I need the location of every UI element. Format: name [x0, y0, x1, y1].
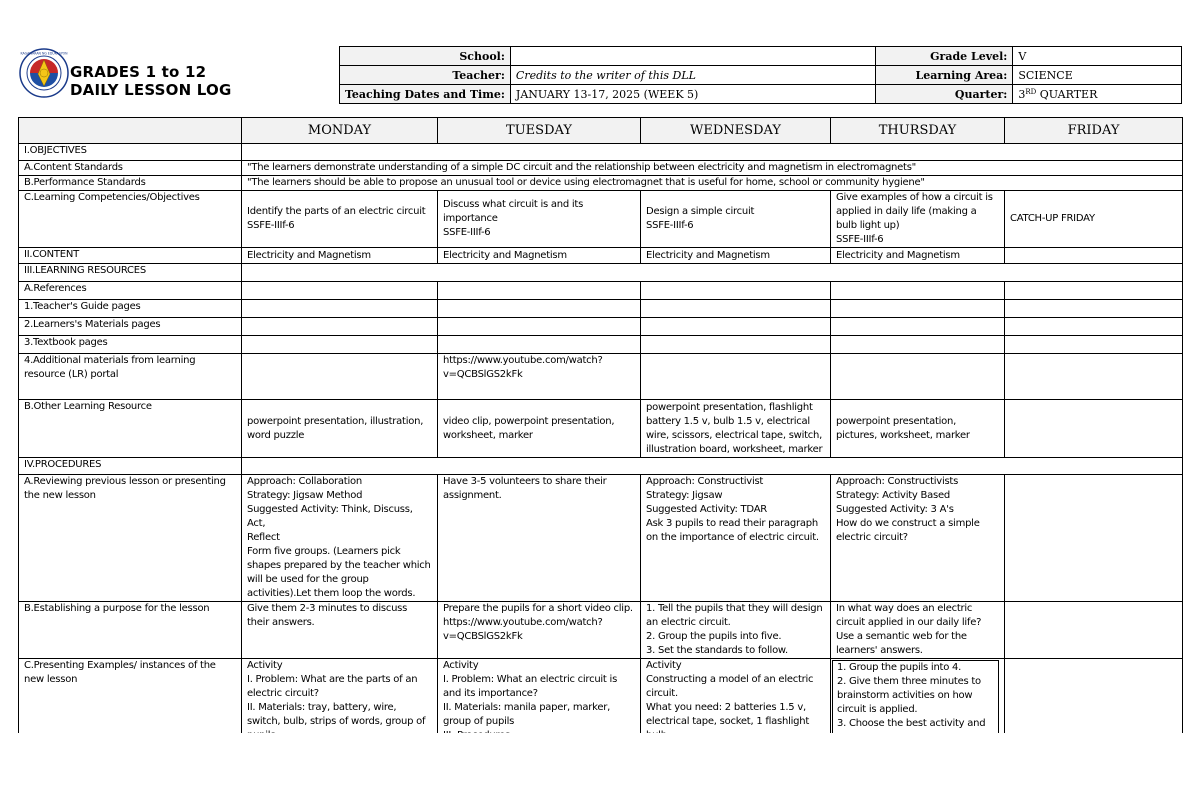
cell-empty [438, 282, 641, 300]
content-thursday: Electricity and Magnetism [831, 248, 1005, 264]
cell-empty [242, 282, 438, 300]
performance-standards-row [19, 176, 1183, 191]
presenting-friday [1005, 659, 1183, 744]
reviewing-wednesday: Approach: Constructivist Strategy: Jigsaw Suggested Activity: TDAR Ask 3 pupils to read their paragraph on the importance of electric circuit. [641, 475, 831, 602]
reviewing-label: A.Reviewing previous lesson or presenting the new lesson [19, 475, 242, 602]
page-subtitle: DAILY LESSON LOG [70, 81, 232, 99]
reviewing-row [19, 475, 1183, 602]
learners-materials-row [19, 318, 1183, 336]
teacher-field[interactable]: Credits to the writer of this DLL [510, 66, 875, 85]
content-monday: Electricity and Magnetism [242, 248, 438, 264]
school-label: School: [340, 47, 511, 66]
reviewing-thursday: Approach: Constructivists Strategy: Activity Based Suggested Activity: 3 A's How do we construct a simple electric circuit? [831, 475, 1005, 602]
page-bottom-margin [0, 733, 1200, 785]
teachers-guide-label: 1.Teacher's Guide pages [19, 300, 242, 318]
additional-materials-row [19, 354, 1183, 400]
day-thursday: THURSDAY [831, 118, 1005, 144]
establishing-thursday: In what way does an electric circuit applied in our daily life? Use a semantic web for the learners' answers. [831, 602, 1005, 659]
quarter-word: QUARTER [1036, 87, 1098, 101]
content-tuesday: Electricity and Magnetism [438, 248, 641, 264]
presenting-monday: Activity I. Problem: What are the parts of an electric circuit? II. Materials: tray, battery, wire, switch, bulb, strips of words, group of [242, 659, 438, 744]
reviewing-tuesday: Have 3-5 volunteers to share their assignment. [438, 475, 641, 602]
cell-empty [242, 300, 438, 318]
references-label: A.References [19, 282, 242, 300]
reviewing-monday: Approach: Collaboration Strategy: Jigsaw Method Suggested Activity: Think, Discuss, Act, Reflect Form five groups. (Learners pick shapes prepared by the teacher which will be used for the group activities).Let them loop the words. [242, 475, 438, 602]
learning-resources-row [19, 264, 1183, 282]
competency-tuesday: Discuss what circuit is and its importance SSFE-IIIf-6 [438, 191, 641, 248]
dates-field[interactable]: JANUARY 13-17, 2025 (WEEK 5) [510, 85, 875, 104]
other-resources-thursday: powerpoint presentation, pictures, worksheet, marker [831, 400, 1005, 458]
competency-wednesday: Design a simple circuit SSFE-IIIf-6 [641, 191, 831, 248]
lesson-log-header [18, 46, 1182, 102]
cell-empty [1005, 282, 1183, 300]
reviewing-friday [1005, 475, 1183, 602]
thursday-activity-box: 1. Group the pupils into 4. 2. Give them three minutes to brainstorm activities on how circuit is applied. 3. Choose the best activity and [832, 660, 999, 739]
performance-standards-label: B.Performance Standards [19, 176, 242, 191]
deped-seal-icon [19, 48, 69, 98]
cell-empty [831, 354, 1005, 400]
textbook-row [19, 336, 1183, 354]
establishing-wednesday: 1. Tell the pupils that they will design an electric circuit. 2. Group the pupils into five. 3. Set the standards to follow. [641, 602, 831, 659]
teacher-label: Teacher: [340, 66, 511, 85]
textbook-label: 3.Textbook pages [19, 336, 242, 354]
competencies-row [19, 191, 1183, 248]
quarter-field[interactable] [1013, 85, 1182, 104]
day-wednesday: WEDNESDAY [641, 118, 831, 144]
competency-thursday: Give examples of how a circuit is applied in daily life (making a bulb light up) SSFE-IIIf-6 [831, 191, 1005, 248]
presenting-row [19, 659, 1183, 744]
cell-empty [641, 318, 831, 336]
cell-empty [242, 336, 438, 354]
cell-empty [242, 354, 438, 400]
youtube-link[interactable]: https://www.youtube.com/watch? v=QCBSlGS2kFk [438, 354, 641, 400]
other-resources-wednesday: powerpoint presentation, flashlight battery 1.5 v, bulb 1.5 v, electrical wire, scissors, electrical tape, switch, illustration board, worksheet, marker [641, 400, 831, 458]
content-wednesday: Electricity and Magnetism [641, 248, 831, 264]
day-tuesday: TUESDAY [438, 118, 641, 144]
quarter-label: Quarter: [875, 85, 1012, 104]
cell-empty [641, 282, 831, 300]
establishing-tuesday: Prepare the pupils for a short video clip. https://www.youtube.com/watch? v=QCBSlGS2kFk [438, 602, 641, 659]
other-resources-monday: powerpoint presentation, illustration, word puzzle [242, 400, 438, 458]
svg-text:KAGAWARAN NG EDUKASYON: KAGAWARAN NG EDUKASYON [20, 51, 68, 56]
cell-empty [1005, 300, 1183, 318]
cell-empty [641, 336, 831, 354]
cell-empty [831, 318, 1005, 336]
content-friday [1005, 248, 1183, 264]
cell-empty [831, 282, 1005, 300]
other-resources-row [19, 400, 1183, 458]
other-resources-label: B.Other Learning Resource [19, 400, 242, 458]
content-standards-row [19, 161, 1183, 176]
day-header-row [19, 118, 1183, 144]
competency-monday: Identify the parts of an electric circuit SSFE-IIIf-6 [242, 191, 438, 248]
cell-empty [641, 354, 831, 400]
learning-resources-heading: III.LEARNING RESOURCES [19, 264, 242, 282]
lesson-log-table [18, 117, 1183, 744]
references-row [19, 282, 1183, 300]
info-table [339, 46, 1182, 104]
content-standards-value: "The learners demonstrate understanding of a simple DC circuit and the relationship between electricity and magnetism in electromagnets" [242, 161, 1183, 176]
school-field[interactable] [510, 47, 875, 66]
competency-friday: CATCH-UP FRIDAY [1005, 191, 1183, 248]
learning-area-label: Learning Area: [875, 66, 1012, 85]
content-row [19, 248, 1183, 264]
page-title: GRADES 1 to 12 [70, 63, 207, 81]
cell-empty [438, 336, 641, 354]
learning-area-field[interactable]: SCIENCE [1013, 66, 1182, 85]
presenting-tuesday: Activity I. Problem: What an electric circuit is and its importance? II. Materials: manila paper, marker, group of pupils [438, 659, 641, 744]
establishing-row [19, 602, 1183, 659]
other-resources-friday [1005, 400, 1183, 458]
dates-label: Teaching Dates and Time: [340, 85, 511, 104]
procedures-row [19, 458, 1183, 475]
teachers-guide-row [19, 300, 1183, 318]
establishing-friday [1005, 602, 1183, 659]
cell-empty [438, 318, 641, 336]
day-friday: FRIDAY [1005, 118, 1183, 144]
cell-empty [1005, 354, 1183, 400]
competencies-label: C.Learning Competencies/Objectives [19, 191, 242, 248]
grade-level-label: Grade Level: [875, 47, 1012, 66]
quarter-suffix: RD [1025, 87, 1037, 96]
establishing-monday: Give them 2-3 minutes to discuss their answers. [242, 602, 438, 659]
presenting-label: C.Presenting Examples/ instances of the new lesson [19, 659, 242, 744]
cell-empty [1005, 318, 1183, 336]
procedures-heading: IV.PROCEDURES [19, 458, 242, 475]
learning-resources-span [242, 264, 1183, 282]
cell-empty [831, 300, 1005, 318]
quarter-number: 3 [1018, 87, 1026, 101]
procedures-span [242, 458, 1183, 475]
objectives-span [242, 144, 1183, 161]
day-monday: MONDAY [242, 118, 438, 144]
other-resources-tuesday: video clip, powerpoint presentation, worksheet, marker [438, 400, 641, 458]
corner-cell [19, 118, 242, 144]
cell-empty [831, 336, 1005, 354]
cell-empty [242, 318, 438, 336]
cell-empty [438, 300, 641, 318]
content-standards-label: A.Content Standards [19, 161, 242, 176]
performance-standards-value: "The learners should be able to propose an unusual tool or device using electromagnet that is useful for home, school or community hygiene" [242, 176, 1183, 191]
cell-empty [641, 300, 831, 318]
learners-materials-label: 2.Learners's Materials pages [19, 318, 242, 336]
establishing-label: B.Establishing a purpose for the lesson [19, 602, 242, 659]
additional-materials-label: 4.Additional materials from learning resource (LR) portal [19, 354, 242, 400]
cell-empty [1005, 336, 1183, 354]
objectives-row [19, 144, 1183, 161]
content-label: II.CONTENT [19, 248, 242, 264]
presenting-thursday-cell [831, 659, 1005, 744]
presenting-wednesday: Activity Constructing a model of an electric circuit. What you need: 2 batteries 1.5 v, electrical tape, socket, 1 flashlight [641, 659, 831, 744]
grade-level-field[interactable]: V [1013, 47, 1182, 66]
objectives-heading: I.OBJECTIVES [19, 144, 242, 161]
